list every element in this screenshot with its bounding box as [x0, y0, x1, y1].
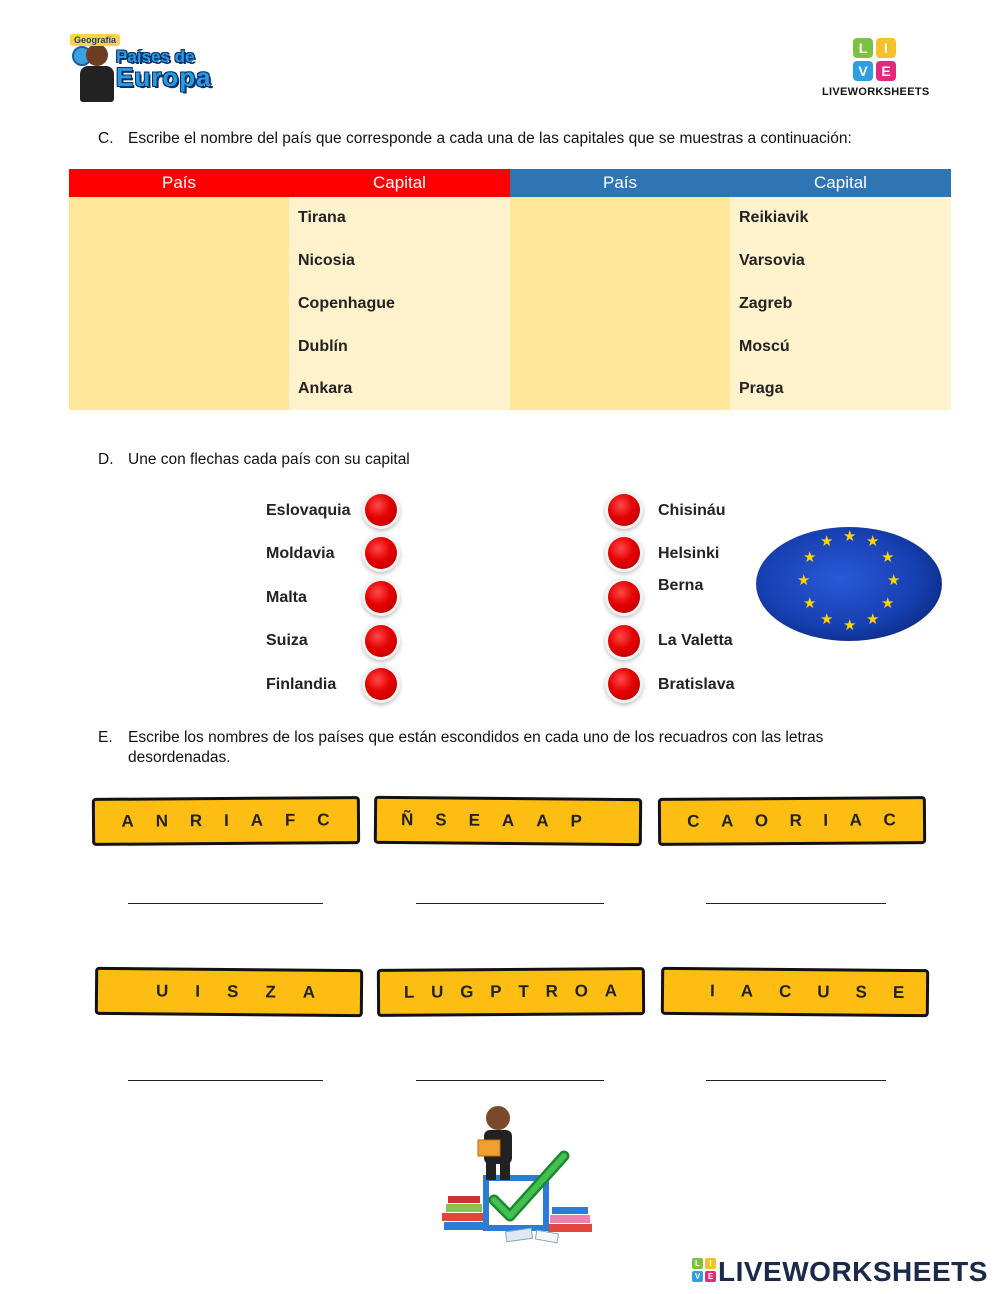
answer-line[interactable]	[128, 1080, 323, 1081]
scrambled-letter: C	[317, 810, 331, 830]
scrambled-letter: E	[468, 810, 482, 830]
star-icon: ★	[887, 572, 901, 589]
answer-line[interactable]	[128, 903, 323, 904]
scrambled-letter: U	[431, 982, 445, 1002]
star-icon: ★	[803, 595, 817, 612]
teacher-avatar-body	[80, 66, 114, 102]
section-c-instruction	[98, 130, 852, 148]
answer-column-1[interactable]	[69, 197, 289, 410]
scrambled-letter: A	[720, 811, 735, 831]
logo-title-line1: Países de	[116, 47, 195, 66]
scrambled-letter: I	[823, 810, 830, 830]
teacher-checkmark-illustration	[436, 1100, 598, 1248]
scrambled-letter: T	[518, 981, 530, 1001]
footer-lw-letter: L	[692, 1258, 703, 1269]
answer-line[interactable]	[416, 903, 604, 904]
scrambled-letter: F	[284, 810, 297, 830]
answer-column-2[interactable]	[510, 197, 730, 410]
match-country-label: Finlandia	[266, 676, 337, 693]
scrambled-letter: A	[849, 810, 863, 830]
scrambled-letter: L	[403, 982, 416, 1002]
scrambled-letter: A	[604, 981, 619, 1001]
star-icon: ★	[866, 611, 880, 628]
teacher-head-icon	[486, 1106, 510, 1130]
match-dot-right[interactable]	[608, 581, 640, 613]
teacher-avatar-head	[86, 44, 108, 66]
capital-cell: Ankara	[298, 380, 353, 397]
star-icon: ★	[843, 528, 857, 545]
scrambled-letter: P	[570, 811, 583, 831]
logo-title	[116, 47, 212, 92]
scrambled-letter: Z	[265, 982, 277, 1002]
footer-brand[interactable]: LIVEWORKSHEETS	[718, 1256, 988, 1287]
scrambled-word-box	[658, 796, 926, 846]
scrambled-letter: G	[460, 982, 475, 1002]
liveworksheets-logo-icon	[853, 38, 896, 81]
capital-cell: Tirana	[298, 209, 346, 226]
match-capital-label: Bratislava	[658, 676, 735, 693]
scrambled-letter: A	[536, 811, 550, 831]
logo-subject: Geografía	[70, 34, 120, 46]
table-header-pais-2: País	[510, 169, 730, 197]
match-country-label: Eslovaquia	[266, 502, 351, 519]
scrambled-word-box	[374, 796, 642, 846]
scrambled-letter: R	[189, 811, 204, 831]
section-d-letter: D.	[98, 451, 114, 468]
open-book-icon	[478, 1140, 500, 1156]
table-header-pais-1: País	[69, 169, 289, 197]
section-c-text: Escribe el nombre del país que corresponde a cada una de las capitales que se muestras a continuación:	[128, 130, 852, 147]
match-country-label: Suiza	[266, 632, 308, 649]
scrambled-letter: A	[302, 982, 317, 1002]
section-e-text-line2: desordenadas.	[128, 749, 231, 766]
capital-cell: Varsovia	[739, 252, 805, 269]
capital-cell: Nicosia	[298, 252, 355, 269]
star-icon: ★	[820, 533, 834, 550]
lw-letter-e: E	[876, 61, 896, 81]
match-dot-left[interactable]	[365, 494, 397, 526]
scrambled-letter: O	[754, 811, 770, 831]
logo-title-line2: Europa	[116, 62, 212, 92]
liveworksheets-label: LIVEWORKSHEETS	[822, 86, 930, 98]
section-c-letter: C.	[98, 130, 114, 147]
capital-cell: Moscú	[739, 338, 790, 355]
answer-line[interactable]	[706, 903, 886, 904]
scrambled-letter: A	[121, 811, 135, 831]
scrambled-letter: I	[223, 810, 230, 831]
footer-lw-letter: E	[705, 1271, 716, 1282]
match-capital-label: Helsinki	[658, 545, 720, 562]
scrambled-letter: I	[709, 981, 716, 1001]
country-capital-table	[69, 169, 951, 410]
match-dot-right[interactable]	[608, 537, 640, 569]
scrambled-letter: A	[501, 810, 516, 831]
table-header-capital-2: Capital	[730, 169, 951, 197]
table-header-capital-1: Capital	[289, 169, 510, 197]
section-d-text: Une con flechas cada país con su capital	[128, 451, 410, 468]
scrambled-letter: P	[490, 982, 503, 1002]
footer-liveworksheets-icon	[692, 1258, 716, 1282]
scrambled-letter: S	[855, 982, 869, 1002]
match-capital-label: Chisináu	[658, 502, 726, 519]
scrambled-letter: A	[250, 810, 265, 830]
star-icon: ★	[803, 549, 817, 566]
match-dot-left[interactable]	[365, 537, 397, 569]
capital-cell: Praga	[739, 380, 784, 397]
match-dot-left[interactable]	[365, 668, 397, 700]
scrambled-letter: R	[545, 981, 559, 1001]
capital-column-2	[730, 197, 951, 410]
scrambled-letter: O	[574, 981, 589, 1001]
lw-letter-l: L	[853, 38, 873, 58]
lw-letter-i: I	[876, 38, 896, 58]
section-d-instruction	[98, 451, 410, 469]
scrambled-word-box	[92, 796, 360, 846]
scrambled-letter: C	[687, 811, 701, 831]
scrambled-letter: A	[740, 981, 755, 1001]
scrambled-letter: Ñ	[400, 810, 415, 830]
capital-cell: Dublín	[298, 338, 348, 355]
lw-letter-v: V	[853, 61, 873, 81]
star-icon: ★	[866, 533, 880, 550]
capital-column-1	[289, 197, 510, 410]
scrambled-word-box	[95, 967, 363, 1017]
capital-cell: Copenhague	[298, 295, 395, 312]
scrambled-letter: S	[435, 810, 448, 830]
star-icon: ★	[820, 611, 834, 628]
section-e-instruction	[98, 728, 888, 768]
scrambled-letter: U	[155, 981, 170, 1001]
capital-cell: Reikiavik	[739, 209, 809, 226]
match-dot-right[interactable]	[608, 494, 640, 526]
scrambled-letter: C	[883, 810, 897, 830]
match-capital-label: La Valetta	[658, 632, 733, 649]
scrambled-letter: N	[155, 811, 170, 831]
section-e-text-line1: Escribe los nombres de los países que están escondidos en cada uno de los recuadros con las letras	[128, 729, 824, 746]
section-e-letter: E.	[98, 729, 113, 746]
scrambled-letter: U	[817, 982, 831, 1002]
scrambled-letter: I	[195, 981, 202, 1001]
match-capital-label: Berna	[658, 577, 704, 594]
match-country-label: Moldavia	[266, 545, 335, 562]
book-stack-left-icon	[442, 1196, 484, 1230]
match-dot-left[interactable]	[365, 581, 397, 613]
eu-flag-icon	[756, 527, 942, 641]
footer-lw-letter: I	[705, 1258, 716, 1269]
star-icon: ★	[797, 572, 811, 589]
match-country-label: Malta	[266, 589, 307, 606]
scrambled-letter: S	[226, 981, 240, 1002]
match-dot-left[interactable]	[365, 625, 397, 657]
scrambled-word-box	[661, 967, 929, 1017]
star-icon: ★	[843, 617, 857, 634]
answer-line[interactable]	[416, 1080, 604, 1081]
star-icon: ★	[881, 595, 895, 612]
star-icon: ★	[881, 549, 895, 566]
footer-lw-letter: V	[692, 1271, 703, 1282]
scrambled-word-box	[377, 967, 645, 1017]
scrambled-letter: E	[892, 982, 906, 1002]
answer-line[interactable]	[706, 1080, 886, 1081]
match-dot-right[interactable]	[608, 625, 640, 657]
match-dot-right[interactable]	[608, 668, 640, 700]
book-stack-right-icon	[548, 1207, 592, 1232]
scrambled-letter: R	[789, 810, 803, 831]
scrambled-letter: C	[778, 981, 793, 1001]
capital-cell: Zagreb	[739, 295, 793, 312]
